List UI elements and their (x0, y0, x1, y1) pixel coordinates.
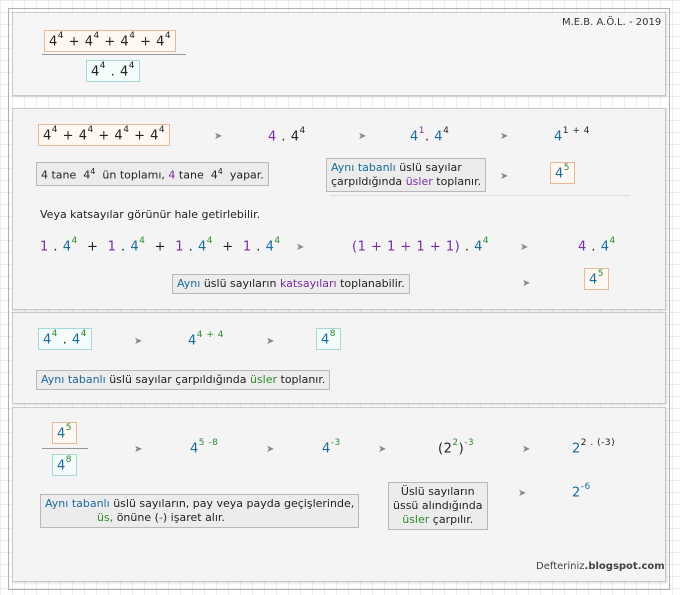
quotient-result: $4^{-3}$ (322, 438, 341, 457)
arrow-icon: ➤ (266, 444, 275, 455)
header-denominator: $4^4$ . $4^4$ (86, 60, 140, 82)
sum-of-powers: $4^4 + 4^4 + 4^4 + 4^4$ (38, 124, 170, 146)
fraction-denominator: $4^8$ (52, 454, 77, 476)
power-of-power-step: $2^{2 . (-3)}$ (572, 438, 616, 457)
final-result-power: $4^5$ (584, 268, 609, 290)
divider (330, 195, 630, 196)
row-coefficients: 1 . $4^4 + 1$ . $4^4 + 1$ . $4^4 + 1$ . $4^4$ (40, 236, 281, 255)
note-move-across-fraction: Aynı tabanlı üslü sayıların, pay veya payda geçişlerinde, üs, önüne (-) işaret alır. (40, 494, 359, 528)
power-of-power: $(2^2)^{-3}$ (438, 438, 475, 457)
result-power: $4^5$ (550, 162, 575, 184)
step-sum-exponent: $4^{1 + 4}$ (554, 126, 590, 145)
section-2-panel (12, 312, 666, 404)
arrow-icon: ➤ (522, 444, 531, 455)
fraction-numerator: $4^5$ (52, 422, 77, 444)
row-coefficients-result: 4 . $4^4$ (578, 236, 616, 255)
sum-exponent-step: $4^{4 + 4}$ (188, 330, 224, 349)
arrow-icon: ➤ (518, 488, 527, 499)
arrow-icon: ➤ (500, 171, 509, 182)
arrow-icon: ➤ (134, 336, 143, 347)
source-label: M.E.B. A.Ö.L. - 2019 (562, 17, 662, 28)
arrow-icon: ➤ (296, 242, 305, 253)
fraction-bar (42, 448, 88, 449)
quotient-step: 4$^{5 -8}$ (190, 438, 219, 457)
arrow-icon: ➤ (214, 131, 223, 142)
arrow-icon: ➤ (266, 336, 275, 347)
note-four-times: 4 tane $4^4$ ün toplamı, 4 tane $4^4$ yapar. (36, 162, 269, 186)
arrow-icon: ➤ (134, 444, 143, 455)
arrow-icon: ➤ (358, 131, 367, 142)
note-same-base-multiply: Aynı tabanlı üslü sayılar çarpıldığında üsler toplanır. (326, 158, 486, 192)
row-coefficients-sum: (1 + 1 + 1 + 1) . $4^4$ (352, 236, 490, 255)
arrow-icon: ➤ (520, 242, 529, 253)
note-same-base-product: Aynı tabanlı üslü sayılar çarpıldığında üsler toplanır. (36, 370, 330, 390)
veya-text: Veya katsayılar görünür hale getirlebilir. (40, 208, 261, 221)
header-numerator: $4^4 + 4^4 + 4^4 + 4^4$ (44, 30, 176, 52)
header-fraction-bar (42, 54, 186, 55)
step-product-of-powers: $4^1$. $4^4$ (410, 126, 450, 145)
sum-exponent-result: $4^8$ (316, 328, 341, 350)
note-power-of-power: Üslü sayıların üssü alındığında üsler çarpılır. (388, 482, 488, 530)
arrow-icon: ➤ (500, 131, 509, 142)
arrow-icon: ➤ (378, 444, 387, 455)
arrow-icon: ➤ (522, 278, 531, 289)
note-coefficients-add: Aynı üslü sayıların katsayıları toplanabilir. (172, 274, 410, 294)
step-coef-times-power: 4 . $4^4$ (268, 126, 306, 145)
power-of-power-result: $2^{-6}$ (572, 482, 591, 501)
footer-brand: Defteriniz.blogspot.com (536, 561, 665, 572)
product-powers: $4^4$ . $4^4$ (38, 328, 92, 350)
